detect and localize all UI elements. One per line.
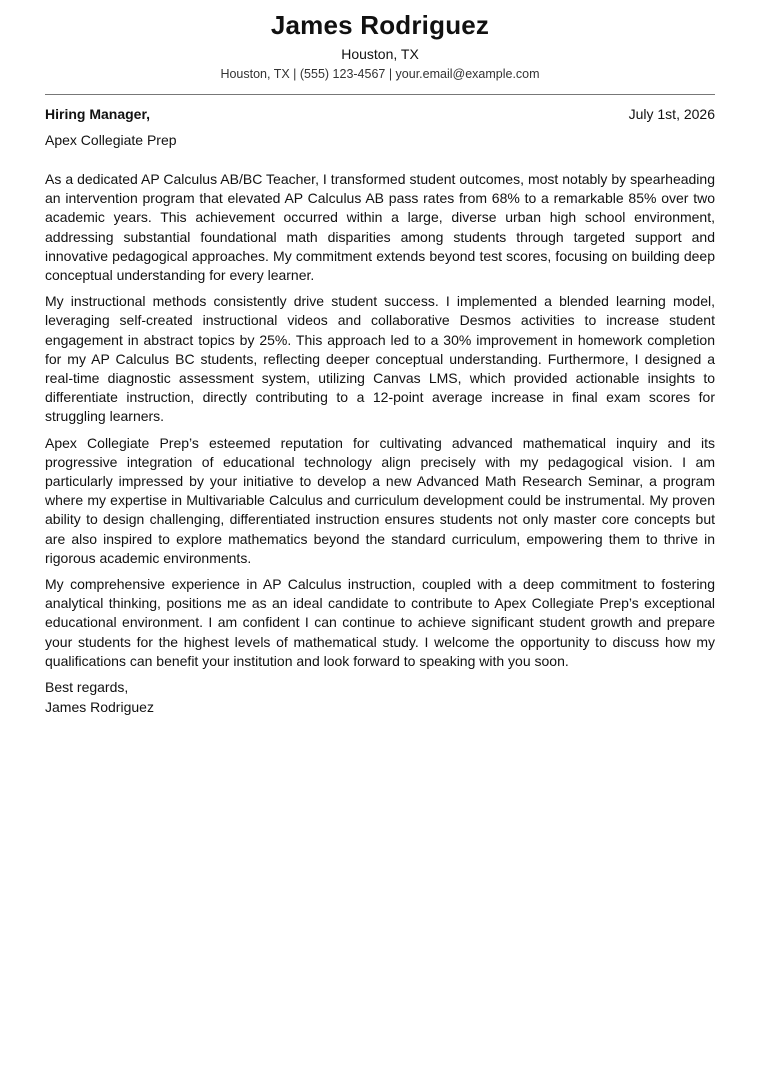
body-paragraph: My instructional methods consistently drive student success. I implemented a blended learning model, leveraging self-created instructional videos and collaborative Desmos activities to increase student engagement in abstract topics by 25%. This approach led to a 30% improvement in homework completion for my AP Calculus BC students, reflecting deeper conceptual understanding. Furthermore, I designed a real-time diagnostic assessment system, utilizing Canvas LMS, which provided actionable insights to differentiate instruction, directly contributing to a 12-point average increase in final exam scores for struggling learners. (45, 293, 715, 425)
body-paragraph: As a dedicated AP Calculus AB/BC Teacher, I transformed student outcomes, most notably by spearheading an intervention program that elevated AP Calculus AB pass rates from 68% to a remarkable 85% over two academic years. This achievement occurred within a large, diverse urban high school environment, addressing substantial foundational math disparities among students through targeted support and innovative pedagogical approaches. My commitment extends beyond test scores, focusing on building deep conceptual understanding for every learner. (45, 171, 715, 284)
applicant-location: Houston, TX (341, 46, 419, 62)
cover-letter-page (45, 0, 715, 717)
recipient-date-row (45, 105, 715, 123)
recipient-greeting: Hiring Manager, (45, 106, 151, 122)
closing-signature: James Rodriguez (45, 698, 154, 715)
closing-salutation: Best regards, (45, 679, 129, 696)
letter-body (45, 170, 715, 671)
contact-line: Houston, TX | (555) 123-4567 | your.email@example.com (220, 67, 540, 81)
letter-date: July 1st, 2026 (628, 106, 715, 122)
body-paragraph: My comprehensive experience in AP Calculus instruction, coupled with a deep commitment to fostering analytical thinking, positions me as an ideal candidate to contribute to Apex Collegiate Prep’s exceptional educational environment. I am confident I can continue to achieve significant student growth and prepare your students for the highest levels of mathematical study. I welcome the opportunity to discuss how my qualifications can benefit your institution and look forward to speaking with you soon. (45, 576, 715, 669)
body-paragraph: Apex Collegiate Prep’s esteemed reputation for cultivating advanced mathematical inquiry and its progressive integration of educational technology align precisely with my pedagogical vision. I am particularly impressed by your initiative to develop a new Advanced Math Research Seminar, a program where my expertise in Multivariable Calculus and curriculum development could be instrumental. My proven ability to design challenging, differentiated instruction ensures students not only master core concepts but are also inspired to explore mathematics beyond the standard curriculum, empowering them to thrive in rigorous academic environments. (45, 434, 715, 566)
applicant-name: James Rodriguez (270, 10, 490, 40)
letter-closing (45, 678, 715, 717)
header-divider (45, 94, 715, 95)
company-name: Apex Collegiate Prep (45, 132, 177, 148)
